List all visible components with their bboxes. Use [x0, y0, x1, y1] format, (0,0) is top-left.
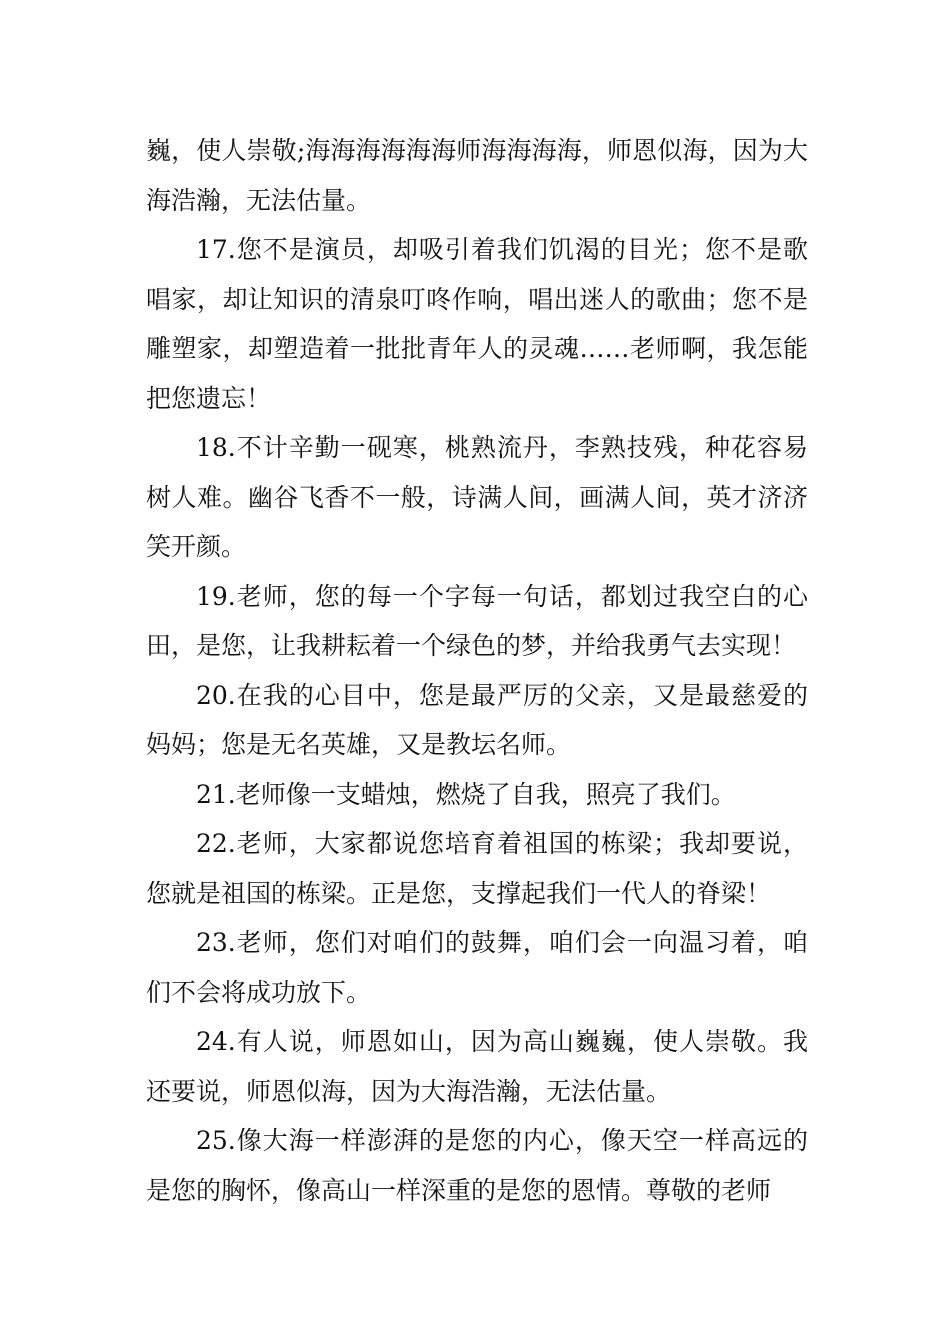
- paragraph-20: 20.在我的心目中，您是最严厉的父亲，又是最慈爱的妈妈；您是无名英雄，又是教坛名师。: [146, 680, 808, 759]
- paragraph-23: 23.老师，您们对咱们的鼓舞，咱们会一向温习着，咱们不会将成功放下。: [146, 928, 808, 1007]
- paragraph-continuation: 巍，使人崇敬;海海海海海海师海海海海，师恩似海，因为大海浩瀚，无法估量。: [146, 136, 808, 215]
- paragraph-19: 19.老师，您的每一个字每一句话，都划过我空白的心田，是您，让我耕耘着一个绿色的梦，并给我勇气去实现！: [146, 581, 808, 660]
- paragraph-25: 25.像大海一样澎湃的是您的内心，像天空一样高远的是您的胸怀，像高山一样深重的是您的恩情。尊敬的老师: [146, 1126, 808, 1205]
- paragraph-17: 17.您不是演员，却吸引着我们饥渴的目光；您不是歌唱家，却让知识的清泉叮咚作响，唱出迷人的歌曲；您不是雕塑家，却塑造着一批批青年人的灵魂……老师啊，我怎能把您遗忘！: [146, 235, 808, 413]
- paragraph-22: 22.老师，大家都说您培育着祖国的栋梁；我却要说，您就是祖国的栋梁。正是您，支撑起我们一代人的脊梁！: [146, 829, 808, 908]
- paragraph-24: 24.有人说，师恩如山，因为高山巍巍，使人崇敬。我还要说，师恩似海，因为大海浩瀚，无法估量。: [146, 1027, 808, 1106]
- document-body: [146, 126, 808, 1215]
- paragraph-18: 18.不计辛勤一砚寒，桃熟流丹，李熟技残，种花容易树人难。幽谷飞香不一般，诗满人间，画满人间，英才济济笑开颜。: [146, 433, 808, 561]
- paragraph-21: 21.老师像一支蜡烛，燃烧了自我，照亮了我们。: [196, 779, 736, 809]
